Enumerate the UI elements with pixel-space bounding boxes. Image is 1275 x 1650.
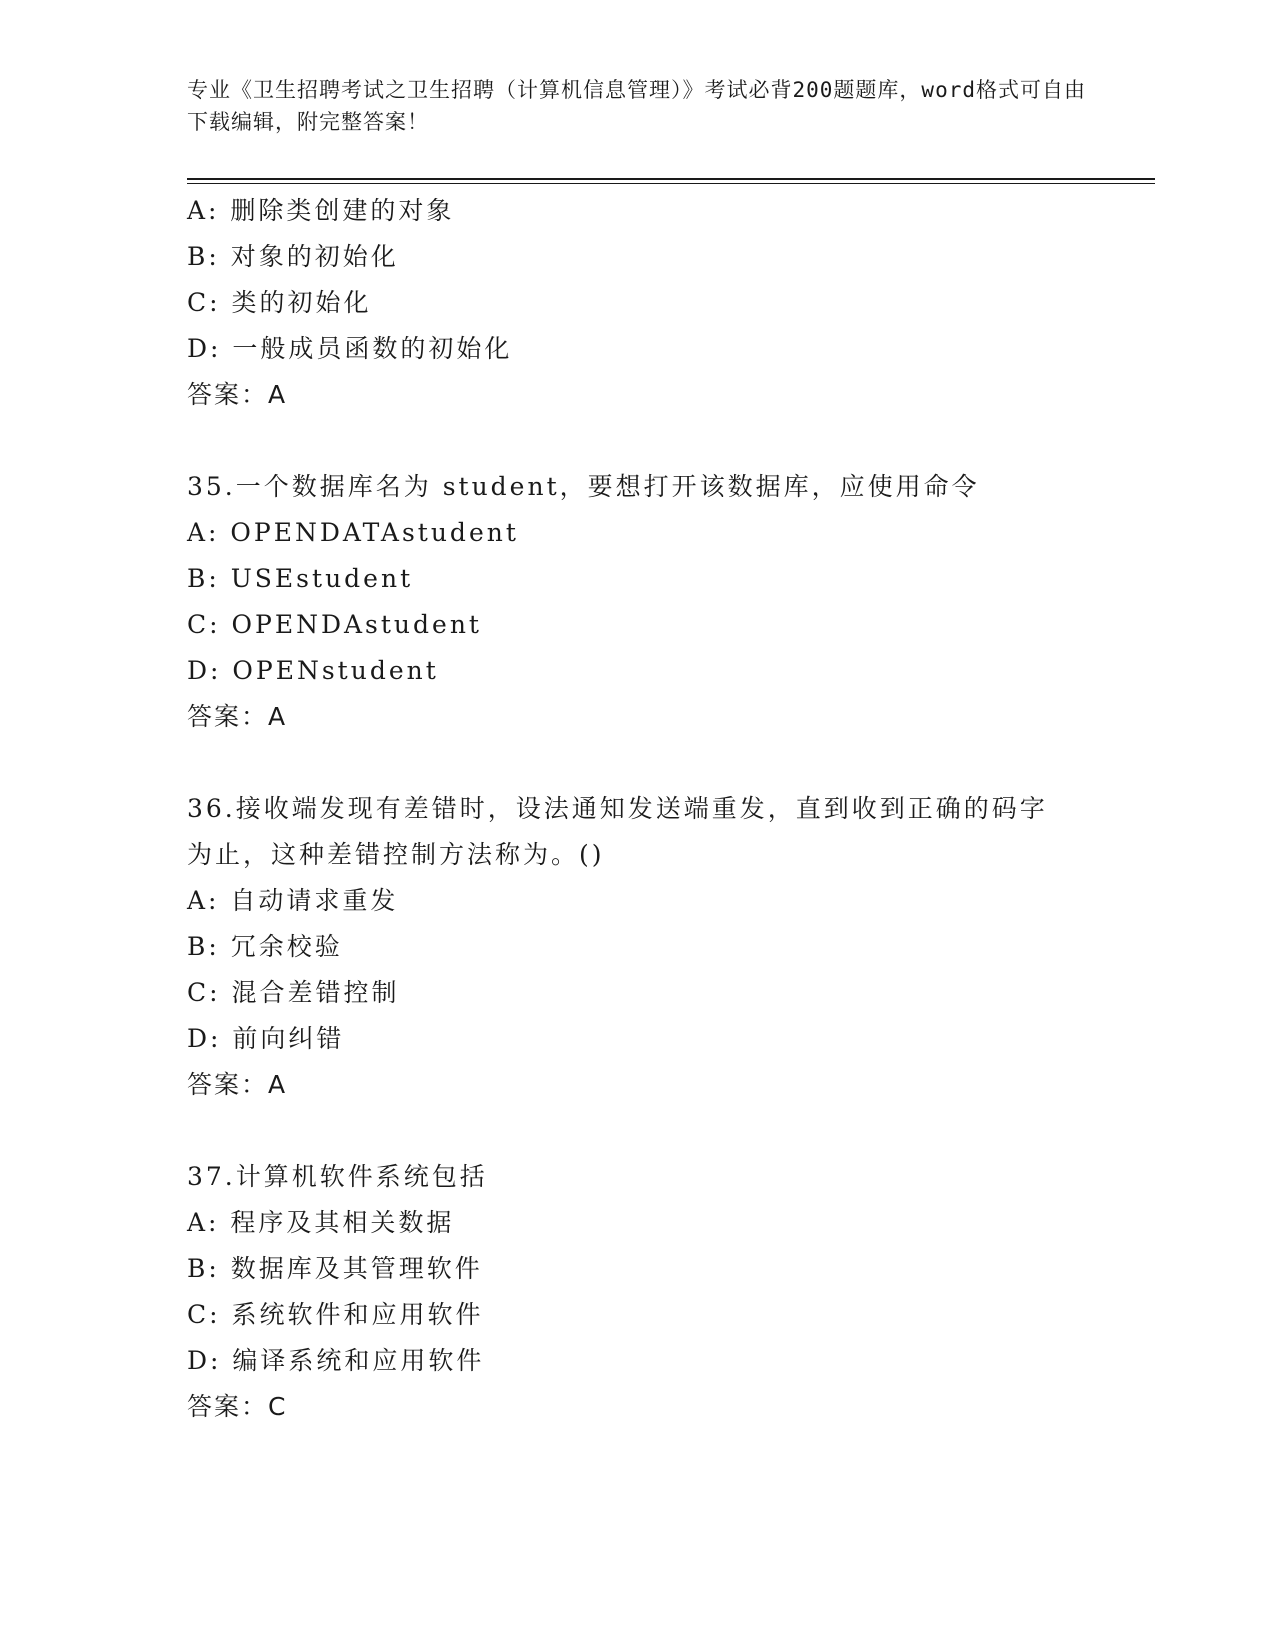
option-a: A: OPENDATAstudent [187,518,519,547]
answer-line: 答案：A [187,380,288,409]
option-b: B: 对象的初始化 [187,242,399,271]
document-header: 专业《卫生招聘考试之卫生招聘（计算机信息管理）》考试必背200题题库，word格式可自由下载编辑，附完整答案！ [187,78,1086,134]
option-b: B: 数据库及其管理软件 [187,1254,483,1283]
question-block-35 [187,464,1087,740]
question-block-36 [187,786,1087,1108]
block-spacer [187,418,1087,464]
block-spacer [187,1108,1087,1154]
header-divider-thin [187,183,1155,184]
header-divider-thick [187,178,1155,180]
question-text: 37.计算机软件系统包括 [187,1162,488,1191]
question-block-37 [187,1154,1087,1430]
option-b: B: 冗余校验 [187,932,343,961]
option-d: D: 前向纠错 [187,1024,345,1053]
question-block-34 [187,188,1087,418]
option-d: D: 编译系统和应用软件 [187,1346,485,1375]
option-c: C: 混合差错控制 [187,978,400,1007]
question-text: 35.一个数据库名为 student，要想打开该数据库，应使用命令 [187,472,980,501]
question-text-continued: 为止，这种差错控制方法称为。() [187,840,605,869]
answer-line: 答案：A [187,702,288,731]
question-text: 36.接收端发现有差错时，设法通知发送端重发，直到收到正确的码字 [187,794,1048,823]
answer-line: 答案：A [187,1070,288,1099]
option-a: A: 自动请求重发 [187,886,399,915]
option-c: C: OPENDAstudent [187,610,482,639]
option-c: C: 系统软件和应用软件 [187,1300,484,1329]
option-b: B: USEstudent [187,564,414,593]
block-spacer [187,740,1087,786]
option-c: C: 类的初始化 [187,288,372,317]
answer-line: 答案：C [187,1392,288,1421]
option-a: A: 删除类创建的对象 [187,196,455,225]
option-d: D: 一般成员函数的初始化 [187,334,513,363]
option-a: A: 程序及其相关数据 [187,1208,455,1237]
option-d: D: OPENstudent [187,656,439,685]
question-list [187,188,1087,1430]
